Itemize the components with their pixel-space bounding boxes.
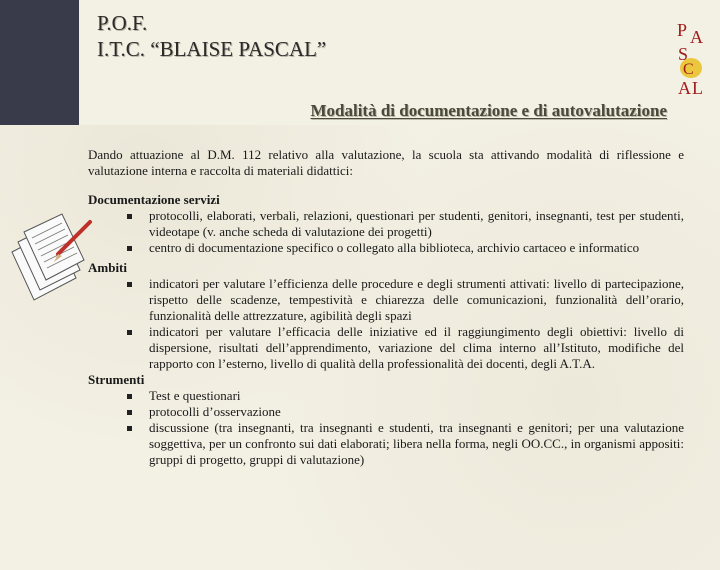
- list-item: indicatori per valutare l’efficienza delle procedure e degli strumenti attivati: livello di partecipazione, rispetto delle scadenze, tempestività e chiarezza delle comunicazioni, funzionalità dell’orario, funzionalità delle attrezzature, agibilità degli spazi: [88, 276, 684, 324]
- bullet: [127, 282, 132, 287]
- bullet: [127, 426, 132, 431]
- section-title: Documentazione servizi: [88, 192, 220, 207]
- svg-text:S: S: [678, 44, 689, 64]
- documents-clipart: [10, 208, 94, 304]
- svg-text:C: C: [683, 61, 694, 78]
- bullet: [127, 214, 132, 219]
- svg-text:P: P: [677, 20, 688, 40]
- list-item: protocolli d’osservazione: [88, 404, 684, 420]
- list-item: indicatori per valutare l’efficacia delle iniziative ed il raggiungimento degli obiettivi: livello di dispersione, risultati dell’apprendimento, variazione del clima interno all’Istituto, modifiche del rapporto con l’esterno, livello di qualità della professionalità dei docenti, degli A.T.A.: [88, 324, 684, 372]
- title-line-1: P.O.F.: [97, 11, 148, 35]
- bullet: [127, 410, 132, 415]
- section-strumenti: [88, 372, 684, 468]
- svg-text:A: A: [678, 78, 691, 98]
- list-item: discussione (tra insegnanti, tra insegnanti e studenti, tra insegnanti e genitori; per una valutazione soggettiva, per un confronto sui dati elaborati; libera nella forma, negli OO.CC., in organismi appositi: gruppi di progetto, gruppi di valutazione): [88, 420, 684, 468]
- section-title: Ambiti: [88, 260, 127, 275]
- svg-text:L: L: [692, 78, 703, 98]
- bullet: [127, 246, 132, 251]
- section-documentazione: [88, 192, 684, 256]
- list-item: centro di documentazione specifico o collegato alla biblioteca, archivio cartaceo e informatico: [88, 240, 684, 256]
- intro-paragraph: Dando attuazione al D.M. 112 relativo alla valutazione, la scuola sta attivando modalità di riflessione e valutazione interna e raccolta di materiali didattici:: [88, 147, 684, 178]
- page-subtitle: Modalità di documentazione e di autovalutazione: [310, 101, 667, 120]
- bullet: [127, 330, 132, 335]
- title-line-2: I.T.C. “BLAISE PASCAL”: [97, 37, 327, 61]
- bullet: [127, 394, 132, 399]
- section-title: Strumenti: [88, 372, 145, 387]
- list-item: protocolli, elaborati, verbali, relazioni, questionari per studenti, genitori, insegnanti, test per studenti, videotape (v. anche scheda di valutazione dei progetti): [88, 208, 684, 240]
- list-item: Test e questionari: [88, 388, 684, 404]
- page-title: [97, 10, 326, 62]
- pascal-logo: [674, 12, 708, 98]
- svg-text:A: A: [690, 27, 703, 47]
- corner-block: [0, 0, 79, 125]
- main-content: [88, 147, 684, 468]
- section-ambiti: [88, 260, 684, 372]
